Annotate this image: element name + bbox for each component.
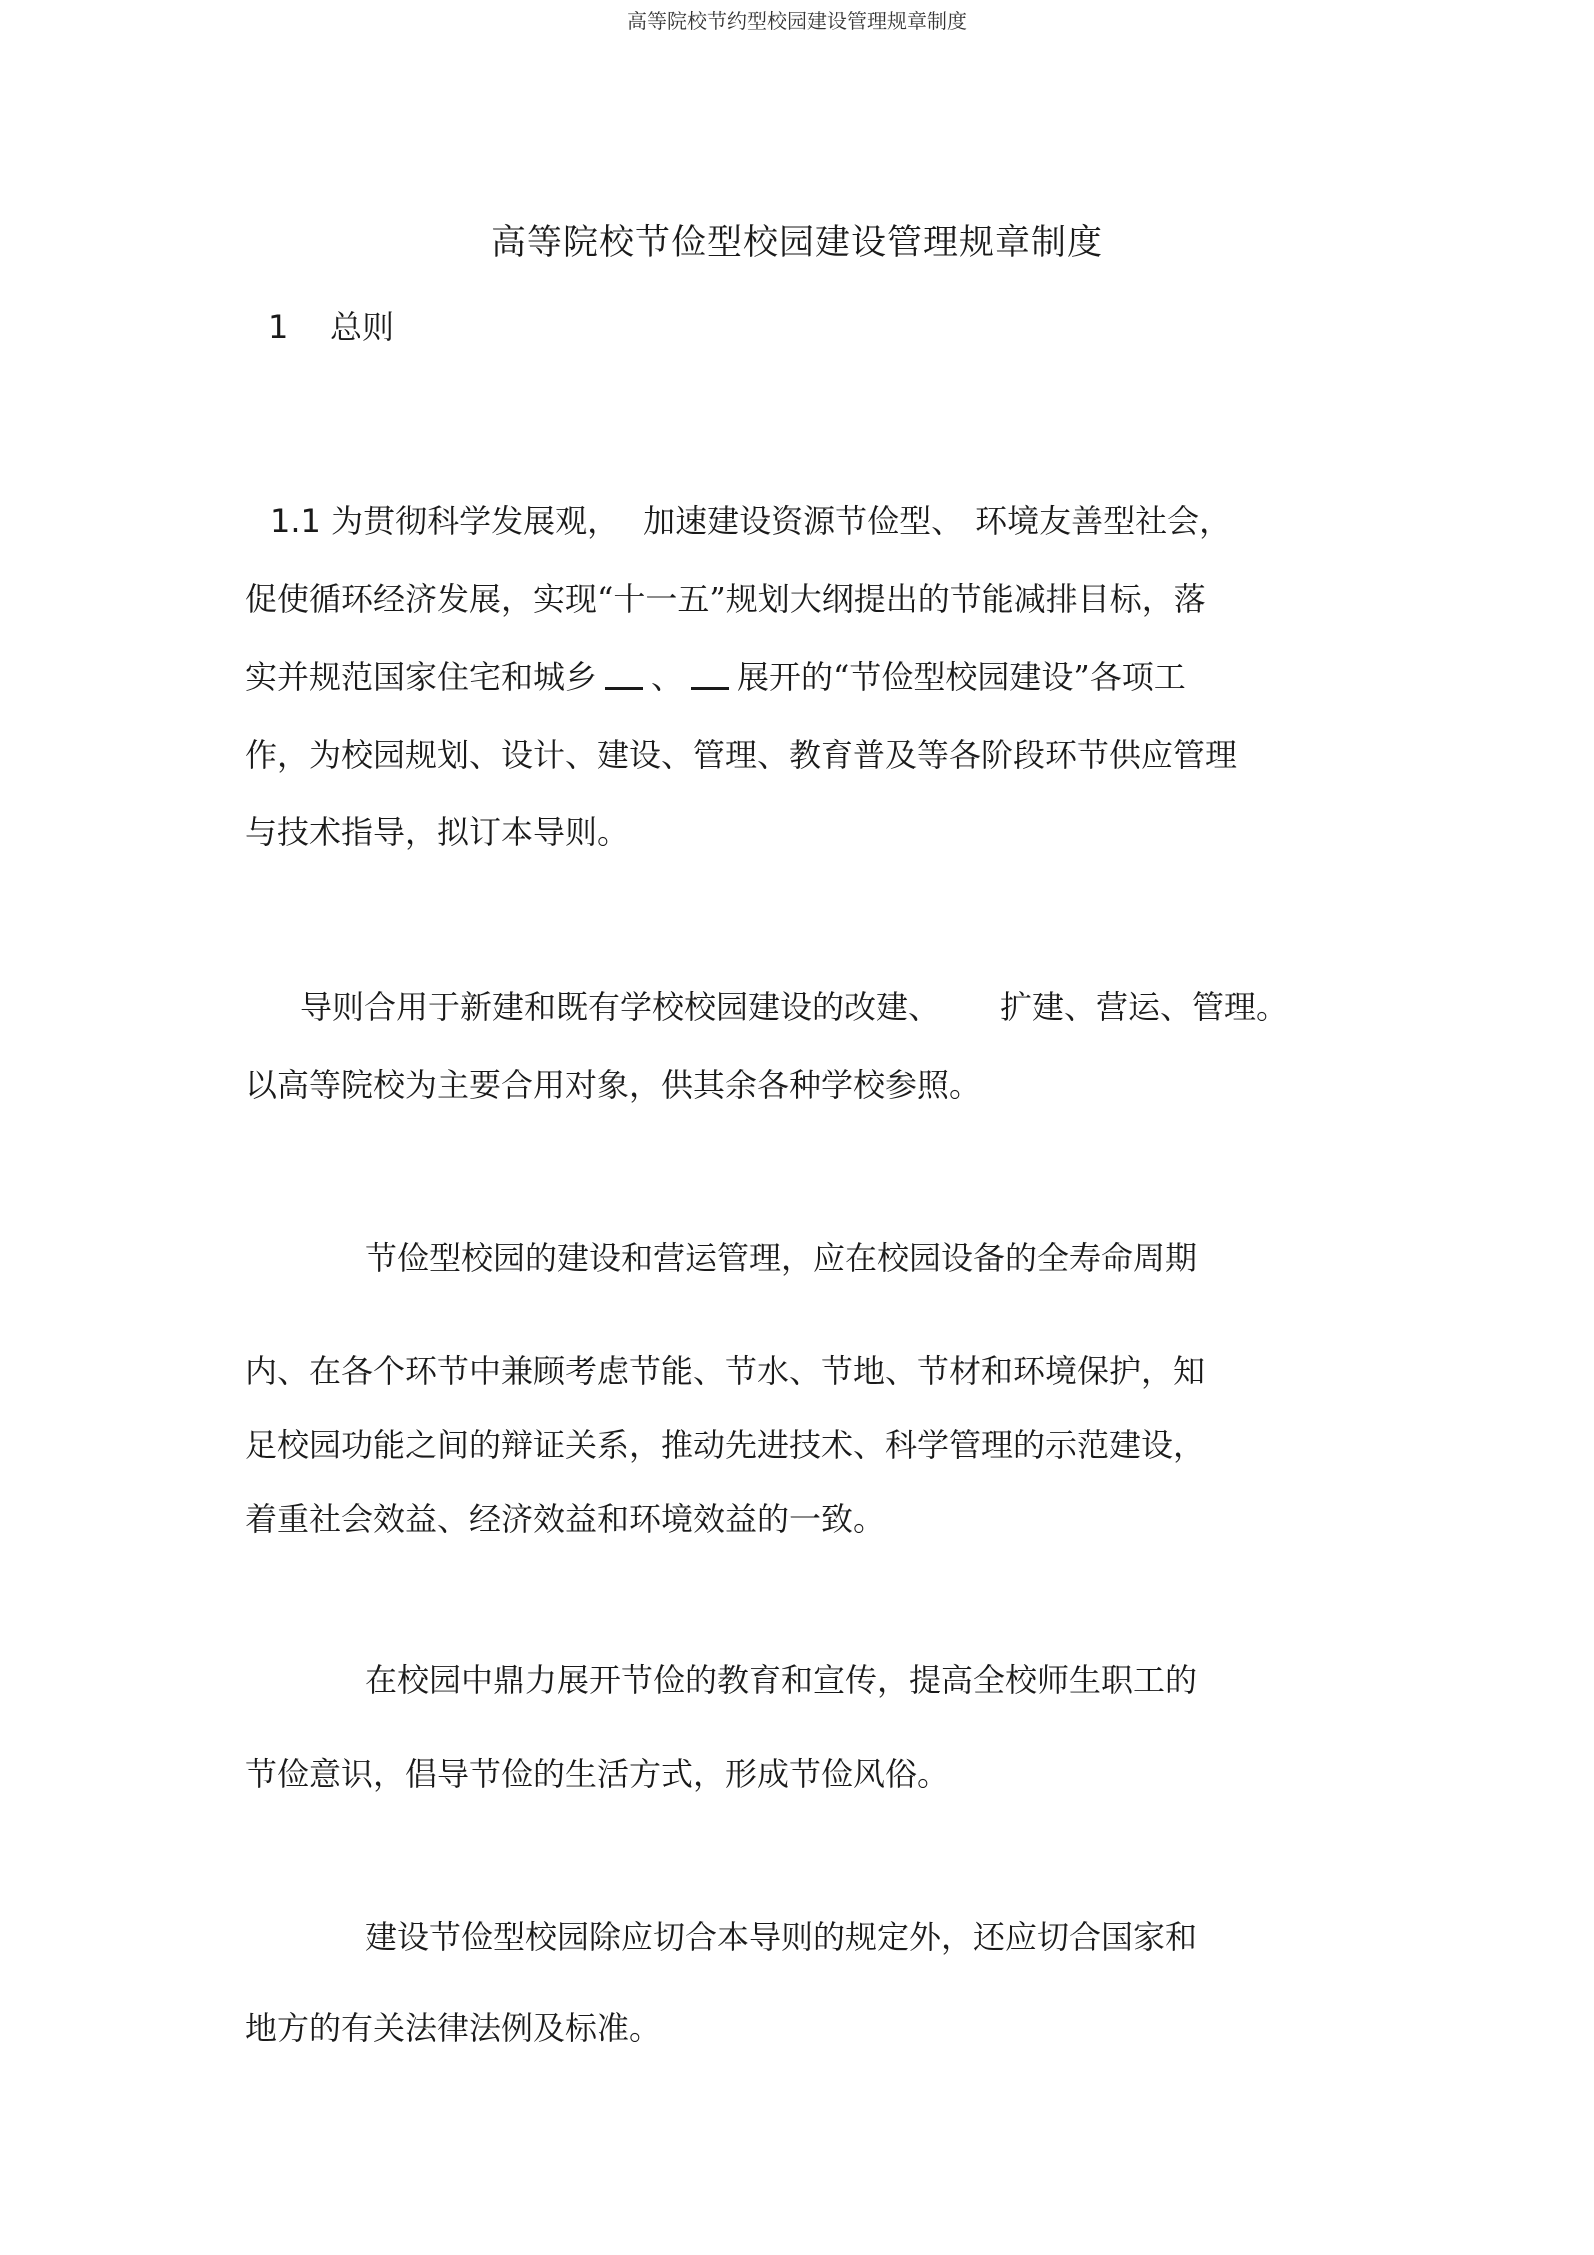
paragraph-line: [270, 496, 1231, 542]
paragraph-text: 实并规范国家住宅和城乡: [245, 658, 598, 696]
section-label: 总则: [330, 308, 395, 346]
paragraph-line: 足校园功能之间的辩证关系，推动先进技术、科学管理的示范建设，: [245, 1426, 1206, 1464]
blank-underline: [691, 659, 729, 690]
paragraph-line: 在校园中鼎力展开节俭的教育和宣传，提高全校师生职工的: [365, 1661, 1198, 1699]
paragraph-line: [245, 652, 1186, 698]
paragraph-line: [300, 982, 1288, 1028]
paragraph-line: 促使循环经济发展，实现“十一五”规划大纲提出的节能减排目标，落: [245, 580, 1206, 618]
paragraph-text: 环境友善型社会，: [975, 502, 1232, 540]
paragraph-line: 节俭型校园的建设和营运管理，应在校园设备的全寿命周期: [365, 1239, 1198, 1277]
paragraph-line: 作，为校园规划、设计、建设、管理、教育普及等各阶段环节供应管理: [245, 736, 1238, 774]
paragraph-line: 节俭意识，倡导节俭的生活方式，形成节俭风俗。: [245, 1755, 950, 1793]
paragraph-text: 展开的“节俭型校园建设”各项工: [737, 658, 1186, 696]
paragraph-text: 加速建设资源节俭型、: [643, 502, 964, 540]
paragraph-text: 为贯彻科学发展观，: [331, 502, 620, 540]
paragraph-text: 导则合用于新建和既有学校校园建设的改建、: [300, 988, 941, 1026]
paragraph-line: 着重社会效益、经济效益和环境效益的一致。: [245, 1500, 886, 1538]
paragraph-line: 内、在各个环节中兼顾考虑节能、节水、节地、节材和环境保护，知: [245, 1352, 1206, 1390]
paragraph-line: 地方的有关法律法例及标准。: [245, 2009, 662, 2047]
paragraph-number: 1.1: [270, 502, 321, 540]
document-title: 高等院校节俭型校园建设管理规章制度: [490, 223, 1103, 263]
section-heading: [268, 302, 394, 348]
paragraph-line: 建设节俭型校园除应切合本导则的规定外，还应切合国家和: [365, 1918, 1198, 1956]
paragraph-line: 与技术指导，拟订本导则。: [245, 813, 630, 851]
page-header: 高等院校节约型校园建设管理规章制度: [627, 9, 967, 33]
paragraph-text: 扩建、营运、管理。: [1000, 988, 1289, 1026]
paragraph-text: 、: [651, 658, 684, 696]
paragraph-line: 以高等院校为主要合用对象，供其余各种学校参照。: [245, 1066, 982, 1104]
section-number: 1: [268, 308, 289, 346]
blank-underline: [605, 659, 643, 690]
